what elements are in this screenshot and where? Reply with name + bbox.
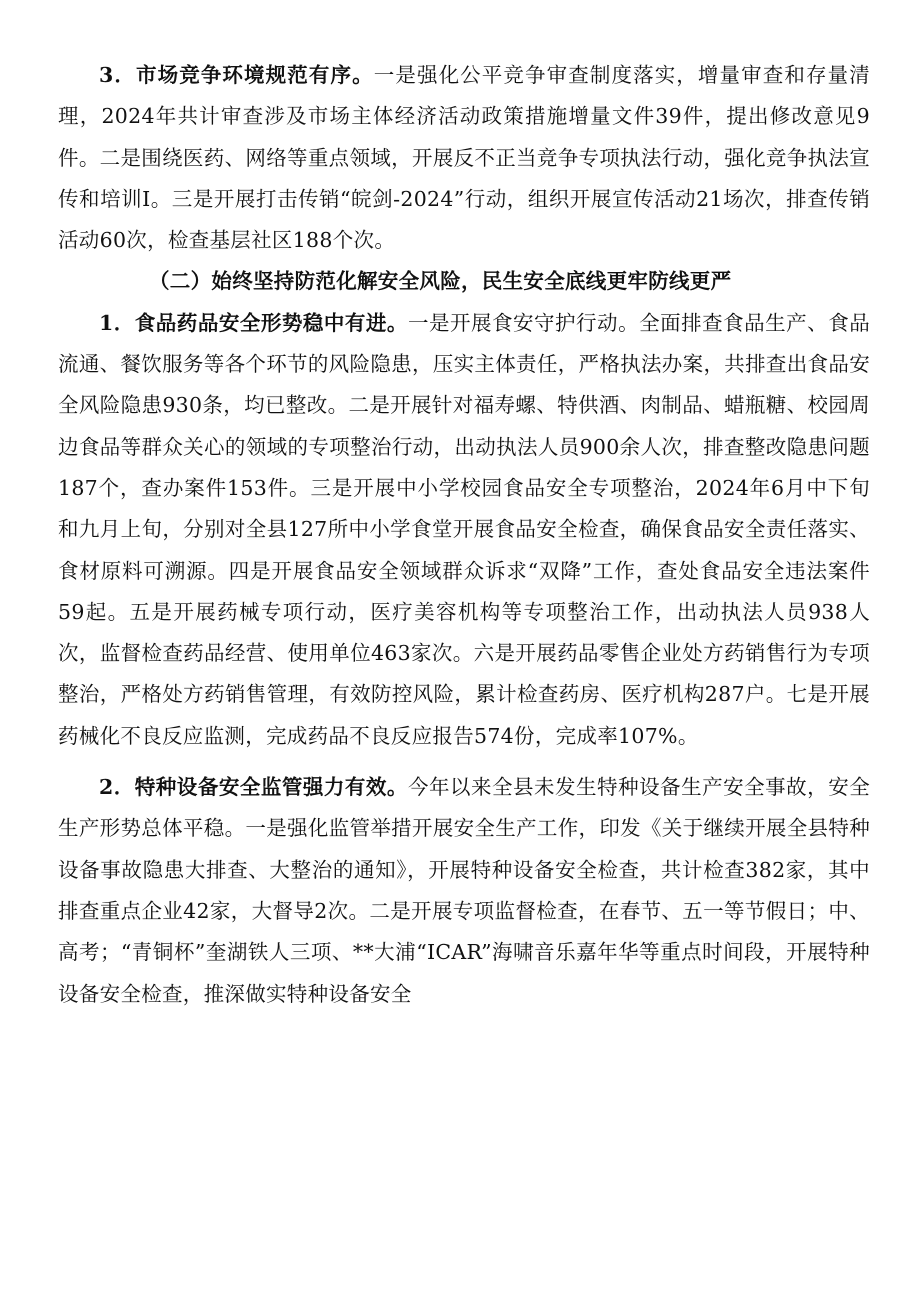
paragraph-body: 一是强化公平竞争审查制度落实，增量审查和存量清理，2024年共计审查涉及市场主体经济活动政策措施增量文件39件，提出修改意见9件。二是围绕医药、网络等重点领域，开展反不正当竞争专项执法行动，强化竞争执法宣传和培训I。三是开展打击传销“皖剑-2024”行动，组织开展宣传活动21场次，排查传销活动60次，检查基层社区188个次。 [58,63,870,253]
paragraph-body: 今年以来全县未发生特种设备生产安全事故，安全生产形势总体平稳。一是强化监管举措开展安全生产工作，印发《关于继续开展全县特种设备事故隐患大排查、大整治的通知》，开展特种设备安全检查，共计检查382家，其中排查重点企业42家，大督导2次。二是开展专项监督检查，在春节、五一等节假日；中、高考；“青铜杯”奎湖铁人三项、**大浦“ICAR”海啸音乐嘉年华等重点时间段，开展特种设备安全检查，推深做实特种设备安全 [58,775,870,1006]
document-page [58,55,870,1015]
paragraph-food-drug-safety [58,303,870,757]
paragraph-body: 一是开展食安守护行动。全面排查食品生产、食品流通、餐饮服务等各个环节的风险隐患，压实主体责任，严格执法办案，共排查出食品安全风险隐患930条，均已整改。二是开展针对福寿螺、特供酒、肉制品、蜡瓶糖、校园周边食品等群众关心的领域的专项整治行动，出动执法人员900余人次，排查整改隐患问题187个，查办案件153件。三是开展中小学校园食品安全专项整治，2024年6月中下旬和九月上旬，分别对全县127所中小学食堂开展食品安全检查，确保食品安全责任落实、食材原料可溯源。四是开展食品安全领域群众诉求“双降”工作，查处食品安全违法案件59起。五是开展药械专项行动，医疗美容机构等专项整治工作，出动执法人员938人次，监督检查药品经营、使用单位463家次。六是开展药品零售企业处方药销售行为专项整治，严格处方药销售管理，有效防控风险，累计检查药房、医疗机构287户。七是开展药械化不良反应监测，完成药品不良反应报告574份，完成率107%。 [58,310,870,748]
paragraph-special-equipment [58,767,870,1015]
paragraph-market-competition [58,55,870,261]
section-heading: （二）始终坚持防范化解安全风险，民生安全底线更牢防线更严 [149,269,732,294]
paragraph-heading: 2．特种设备安全监管强力有效。 [99,775,408,800]
paragraph-heading: 3．市场竞争环境规范有序。 [99,63,374,87]
paragraph-heading: 1．食品药品安全形势稳中有进。 [99,310,408,335]
